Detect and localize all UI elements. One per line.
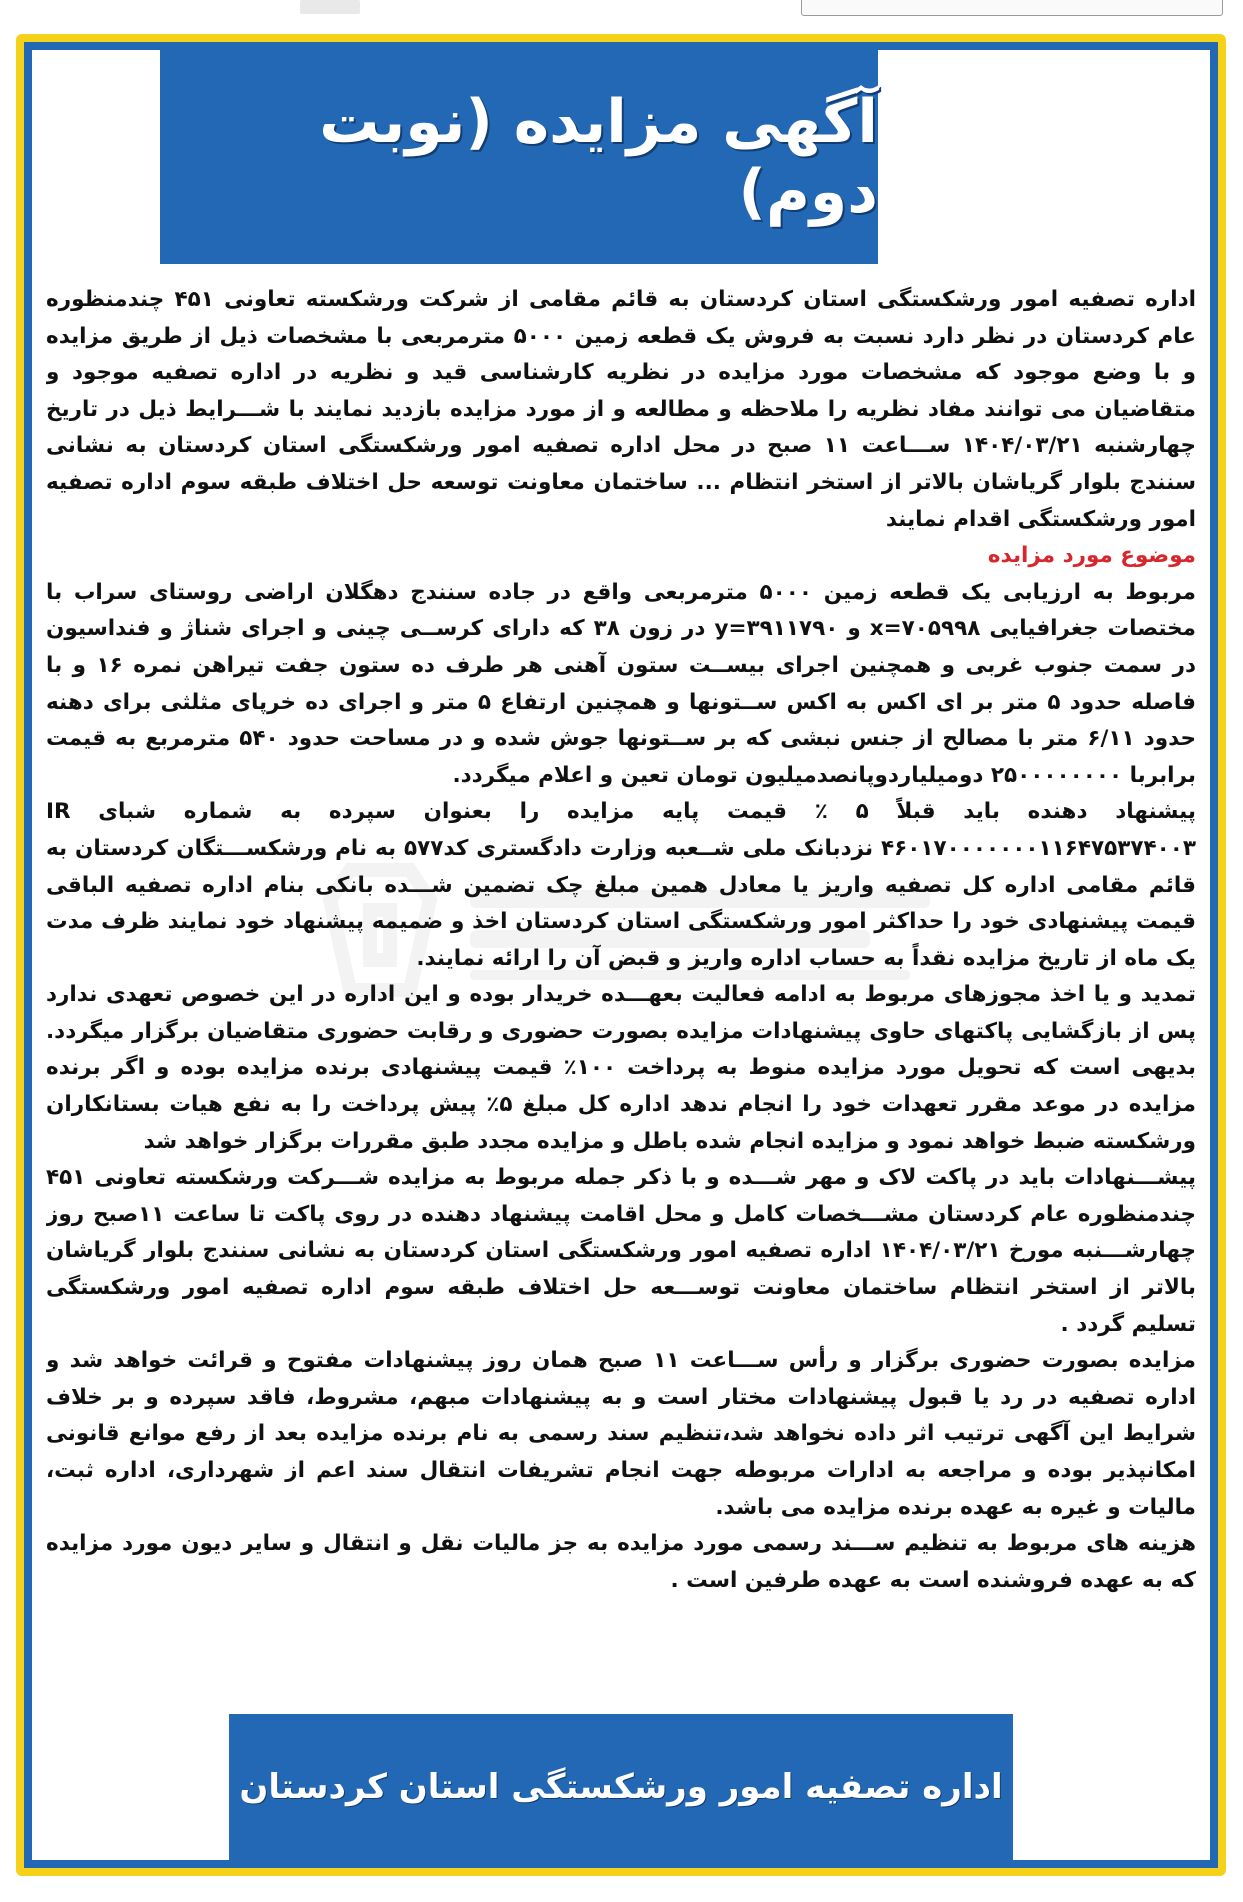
ad-title: آگهی مزایده (نوبت دوم) xyxy=(319,87,878,227)
top-cropped-fragment xyxy=(300,0,360,14)
subject-paragraph: مربوط به ارزیابی یک قطعه زمین ۵۰۰۰ مترمربعی واقع در جاده سنندج دهگلان اراضی روستای سراب با مختصات جغرافیایی x=۷۰۵۹۹۸ و y=۳۹۱۱۷۹۰ در زون ۳۸ که دارای کرســی چینی و اجرای شناژ و فنداسیون در سمت جنوب غربی و همچنین اجرای بیســت ستون آهنی هر طرف ده ستون جفت تیراهن نمره ۱۶ و با فاصله حدود ۵ متر بر ای اکس به اکس ســتونها و همچنین ارتفاع ۵ متر و اجرای ده خرپای مثلثی برای دهنه حدود ۶/۱۱ متر با مصالح از جنس نبشی که بر ســتونها جوش شده و در مساحت حدود ۵۴۰ مترمربع به قیمت برابربا ۲۵۰۰۰۰۰۰۰۰ دومیلیاردوپانصدمیلیون تومان تعین و اعلام میگردد. xyxy=(46,579,1196,788)
top-edge xyxy=(0,0,1243,26)
opening-paragraph: مزایده بصورت حضوری برگزار و رأس ســـاعت ۱۱ صبح همان روز پیشنهادات مفتوح و قرائت خواهد شد و اداره تصفیه در رد یا قبول پیشنهادات مختار است و به پیشنهادات مبهم، مشروط، فاقد سپرده و بر خلاف شرایط این آگهی ترتیب اثر داده نخواهد شد،تنظیم سند رسمی به نام برنده مزایده بعد از رفع موانع قانونی امکانپذیر بوده و مراجعه به ادارات مربوطه جهت انجام تشریفات انتقال سند اعم از شهرداری، اداره ثبت، مالیات و غیره به عهده برنده مزایده می باشد. xyxy=(46,1348,1196,1520)
title-banner xyxy=(160,50,878,264)
deposit-paragraph: پیشنهاد دهنده باید قبلاً ۵ ٪ قیمت پایه مزایده را بعنوان سپرده به شماره شبای IR ۴۶۰۱۷۰۰۰۰۰۰۰۱۱۶۴۷۵۳۷۴۰۰۳ نزدبانک ملی شــعبه وزارت دادگستری کد۵۷۷ به نام ورشکســـتگان کردستان به قائم مقامی اداره کل تصفیه واریز یا معادل همین مبلغ چک تضمین شـــده بانکی بنام اداره تصفیه الباقی قیمت پیشنهادی خود را حداکثر امور ورشکستگی استان کردستان اخذ و ضمیمه پیشنهاد خود نمایند ظرف مدت یک ماه از تاریخ مزایده نقداً به حساب اداره واریز و قبض آن را ارائه نمایند. xyxy=(46,799,1196,971)
footer-banner xyxy=(229,1714,1013,1860)
footer-issuer: اداره تصفیه امور ورشکستگی استان کردستان xyxy=(239,1767,1003,1807)
intro-paragraph: اداره تصفیه امور ورشکستگی استان کردستان به قائم مقامی از شرکت ورشکسته تعاونی ۴۵۱ چندمنظوره عام کردستان در نظر دارد نسبت به فروش یک قطعه زمین ۵۰۰۰ مترمربعی با مشخصات ذیل از طریق مزایده و با وضع موجود که مشخصات مورد مزایده در نظریه کارشناسی قید و نظریه در اداره تصفیه موجود و متقاضیان می توانند مفاد نظریه را ملاحظه و مطالعه و از مورد مزایده بازدید نمایند با شـــرایط ذیل در تاریخ چهارشنبه ۱۴۰۴/۰۳/۲۱ ســـاعت ۱۱ صبح در محل اداره تصفیه امور ورشکستگی استان کردستان به نشانی سنندج بلوار گریاشان بالاتر از استخر انتظام ... ساختمان معاونت توسعه حل اختلاف طبقه سوم اداره تصفیه امور ورشکستگی اقدام نمایند xyxy=(46,287,1196,532)
top-cropped-box xyxy=(801,0,1223,16)
permits-paragraph: تمدید و یا اخذ مجوزهای مربوط به ادامه فعالیت بعهـــده خریدار بوده و این اداره در این خصوص تعهدی ندارد پس از بازگشایی پاکتهای حاوی پیشنهادات مزایده بصورت حضوری و رقابت حضوری متقاضیان برگزار میگردد. بدیهی است که تحویل مورد مزایده منوط به پرداخت ۱۰۰٪ قیمت پیشنهادی برنده مزایده بوده و اگر برنده مزایده در موعد مقرر تعهدات خود را انجام ندهد اداره کل مبلغ ۵٪ پیش پرداخت را به نفع هیات بستانکاران ورشکسته ضبط خواهد نمود و مزایده انجام شده باطل و مزایده مجدد طبق مقررات برگزار خواهد شد xyxy=(46,982,1196,1154)
costs-paragraph: هزینه های مربوط به تنظیم ســـند رسمی مورد مزایده به جز مالیات نقل و انتقال و سایر دیون مورد مزایده که به عهده فروشنده است به عهده طرفین است . xyxy=(46,1531,1196,1593)
envelopes-paragraph: پیشـــنهادات باید در پاکت لاک و مهر شـــده و با ذکر جمله مربوط به مزایده شـــرکت ورشکسته تعاونی ۴۵۱ چندمنظوره عام کردستان مشـــخصات کامل و محل اقامت پیشنهاد دهنده در روی پاکت تا ساعت ۱۱صبح روز چهارشـــنبه مورخ ۱۴۰۴/۰۳/۲۱ اداره تصفیه امور ورشکستگی استان کردستان به نشانی سنندج بلوار گریاشان بالاتر از استخر انتظام ساختمان معاونت توســـعه حل اختلاف طبقه سوم اداره تصفیه امور ورشکستگی تسلیم گردد . xyxy=(46,1165,1196,1337)
ad-body xyxy=(46,282,1196,1672)
subject-heading: موضوع مورد مزایده xyxy=(987,543,1196,569)
